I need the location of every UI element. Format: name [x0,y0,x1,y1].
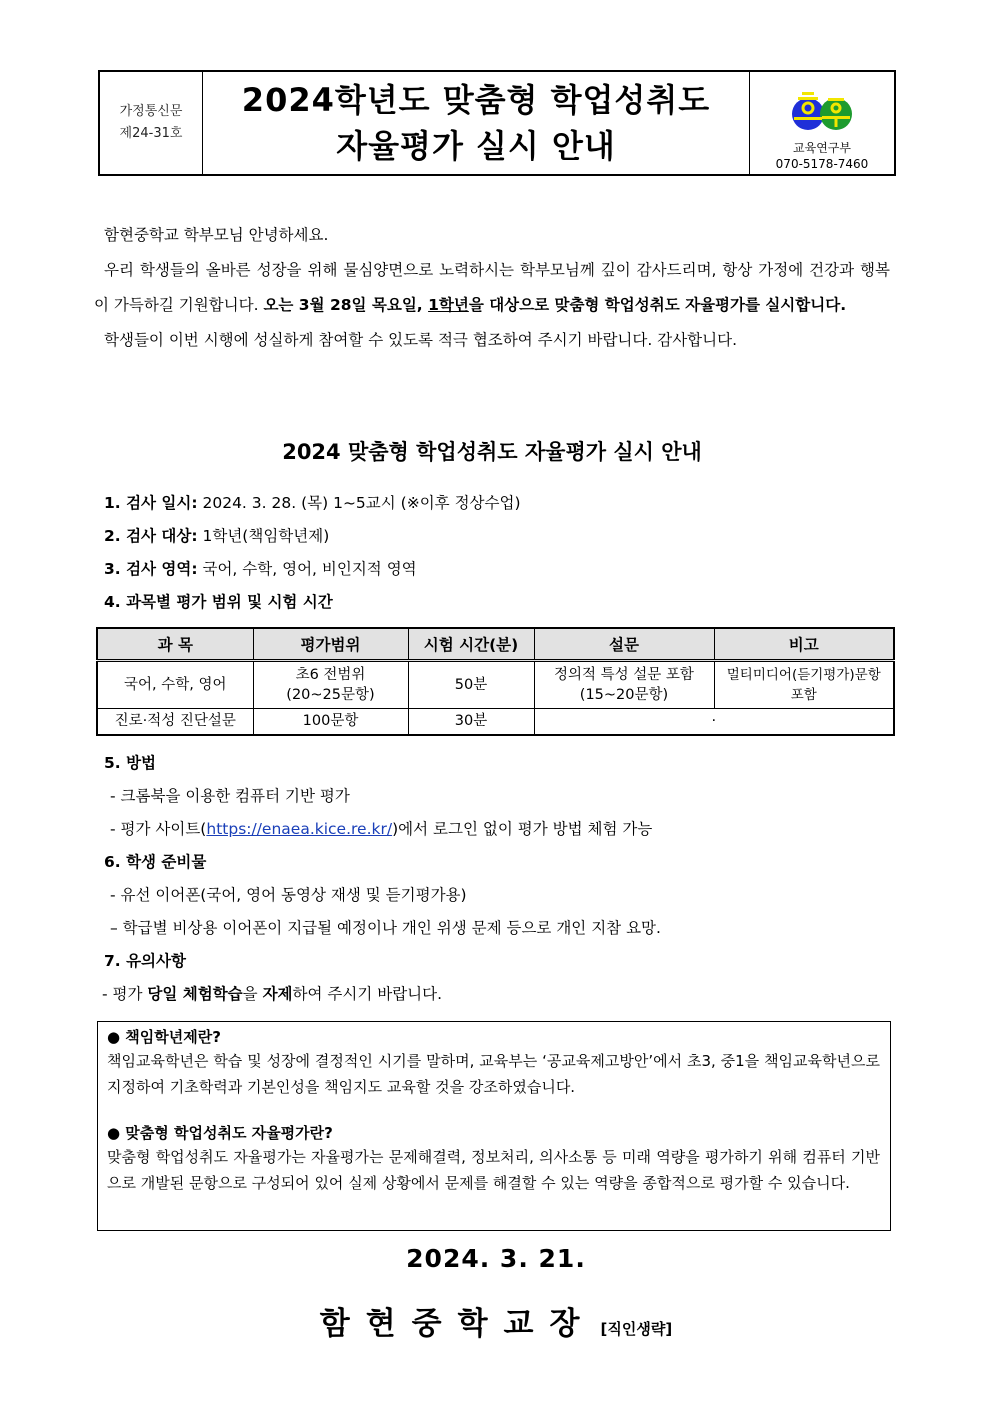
cell-range: 100문항 [253,709,408,735]
document-title [203,72,750,174]
method-label-text: 5. 방법 [104,754,157,772]
range-line-2: (20~25문항) [286,687,375,703]
greeting-line: 함현중학교 학부모님 안녕하세요. [104,226,329,244]
exam-date-item [104,487,894,520]
notice-number: 제24-31호 [119,126,183,141]
greeting-paragraph [94,253,890,323]
greeting-text: 우리 학생들의 올바른 성장을 위해 물심양면으로 노력하시는 학부모님께 깊이 감사드리며, 항상 가정에 건강과 행복이 가득하길 기원합니다. [94,261,890,314]
title-line-1: 2024학년도 맞춤형 학업성취도 [241,81,711,119]
exam-area-item [104,553,894,586]
cell-survey [534,661,714,709]
info-box [97,1021,891,1231]
seal-omitted: [직인생략] [600,1320,673,1338]
greeting-closing: 학생들이 이번 시행에 성실하게 참여할 수 있도록 적극 협조하여 주시기 바랍니다. 감사합니다. [104,331,738,349]
principal-signature [0,1298,992,1343]
method-line-2-post: )에서 로그인 없이 평가 방법 체험 가능 [392,820,653,838]
issue-date: 2024. 3. 21. [406,1244,586,1273]
cell-merged: · [534,709,894,735]
range-line-1: 초6 전범위 [295,667,366,683]
target-grade-highlight: 1학년 [428,296,469,314]
section-title: 2024 맞춤형 학업성취도 자율평가 실시 안내 [282,440,702,464]
table-row [97,661,894,709]
subject-scope-item [104,586,894,619]
cell-range [253,661,408,709]
info-question-1: ● 책임학년제란? [107,1028,221,1046]
col-subject-header: 과 목 [97,628,253,661]
cell-subject: 국어, 수학, 영어 [97,661,253,709]
exam-date-label: 1. 검사 일시: [104,494,198,512]
cell-note [714,661,894,709]
title-line-2: 자율평가 실시 안내 [336,127,616,165]
caution-label-text: 7. 유의사항 [104,952,186,970]
col-survey-header: 설문 [534,628,714,661]
caution-post: 하여 주시기 바랍니다. [292,985,443,1003]
principal-name: 함현중학교장 [319,1306,596,1342]
notice-number-cell [100,72,203,174]
table-row [97,709,894,735]
cell-subject: 진로·적성 진단설문 [97,709,253,735]
col-range-header: 평가범위 [253,628,408,661]
kice-site-link[interactable]: https://enaea.kice.re.kr/ [206,820,393,838]
exam-area-label: 3. 검사 영역: [104,560,198,578]
caution-label [104,945,894,978]
notice-type: 가정통신문 [119,104,183,119]
exam-target-item [104,520,894,553]
table-header-row [97,628,894,661]
caution-line [102,978,894,1011]
exam-date-value: 2024. 3. 28. (목) 1~5교시 (※이후 정상수업) [197,494,521,512]
subject-table [96,627,895,736]
exam-info-list [104,487,894,619]
exam-announcement: 을 대상으로 맞춤형 학업성취도 자율평가를 실시합니다. [468,296,847,314]
prep-label-text: 6. 학생 준비물 [104,853,207,871]
col-note-header: 비고 [714,628,894,661]
exam-guide-list [104,747,894,1011]
method-label [104,747,894,780]
department-phone: 070-5178-7460 [775,157,869,171]
survey-line-1: 정의적 특성 설문 포함 [554,667,694,683]
cell-time: 50분 [408,661,534,709]
method-line-1: - 크롬북을 이용한 컴퓨터 기반 평가 [110,787,350,805]
note-line-2: 포함 [790,687,817,703]
survey-line-2: (15~20문항) [579,687,669,703]
exam-area-value: 국어, 수학, 영어, 비인지적 영역 [197,560,417,578]
note-line-1: 멀티미디어(듣기평가)문항 [726,667,881,683]
info-answer-1: 책임교육학년은 학습 및 성장에 결정적인 시기를 말하며, 교육부는 ‘공교육제고방안’에서 초3, 중1을 책임교육학년으로 지정하여 기초학력과 기본인성을 책임지도 교육할 것을 강조하였습니다. [107,1052,880,1096]
school-logo-icon [790,86,854,134]
exam-target-value: 1학년(책임학년제) [197,527,330,545]
caution-pre: - 평가 [102,985,148,1003]
caution-mid: 을 [242,985,263,1003]
method-line-2 [104,813,894,846]
cell-time: 30분 [408,709,534,735]
method-line-2-pre: - 평가 사이트( [110,820,207,838]
subject-scope-label: 4. 과목별 평가 범위 및 시험 시간 [104,593,333,611]
col-time-header: 시험 시간(분) [408,628,534,661]
info-question-2: ● 맞춤형 학업성취도 자율평가란? [107,1124,333,1142]
prep-line-1: - 유선 이어폰(국어, 영어 동영상 재생 및 듣기평가용) [110,886,467,904]
department-cell [750,72,894,174]
prep-line-2: – 학급별 비상용 이어폰이 지급될 예정이나 개인 위생 문제 등으로 개인 지참 요망. [110,919,661,937]
info-answer-2: 맞춤형 학업성취도 자율평가는 자율평가는 문제해결력, 정보처리, 의사소통 등 미래 역량을 평가하기 위해 컴퓨터 기반으로 개발된 문항으로 구성되어 있어 실제 상황에서 문제를 해결할 수 있는 역량을 종합적으로 평가할 수 있습니다. [107,1148,880,1192]
greeting-section [94,218,890,358]
exam-target-label: 2. 검사 대상: [104,527,198,545]
prep-label [104,846,894,879]
caution-bold-1: 당일 체험학습 [147,985,243,1003]
caution-bold-2: 자제 [262,985,293,1003]
notice-header [98,70,896,176]
department-name: 교육연구부 [793,141,851,155]
exam-date-highlight: 오는 3월 28일 목요일, [263,296,429,314]
